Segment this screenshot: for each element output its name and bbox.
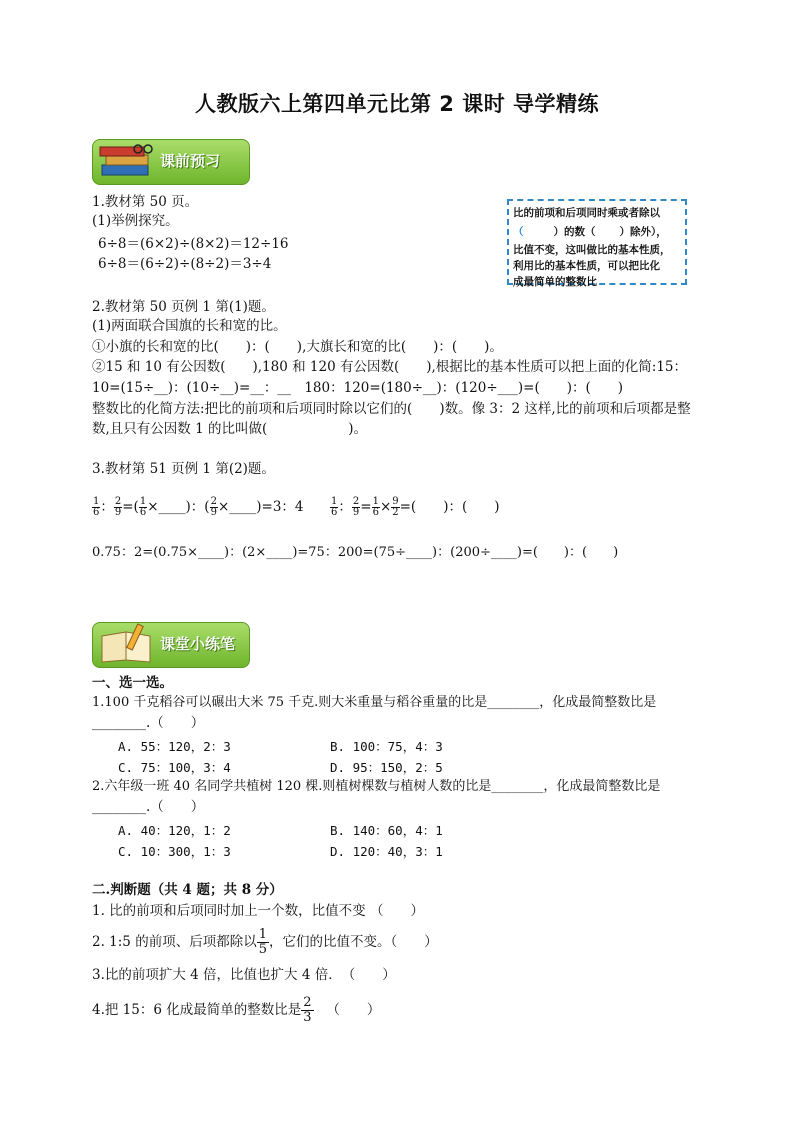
q3-fraction-line: $\frac{1}{6}$ ： $\frac{2}{9}$ = $\frac{1}{6}$ × $\frac{9}{2}$ =( )：( ): [331, 496, 500, 518]
q1-example: 6÷8＝(6×2)÷(8×2)＝12÷16: [98, 236, 289, 252]
notebook-pencil-icon: [96, 622, 160, 666]
q2-line: ②15 和 10 有公因数( ),180 和 120 有公因数( ),根据比的基本性质可以把上面的化简:15：: [92, 359, 688, 375]
banner-label: 课堂小练笔: [160, 635, 236, 653]
q2-line: 数,且只有公因数 1 的比叫做( )。: [92, 421, 367, 437]
fraction: $\frac{1}{6}$: [93, 496, 100, 518]
option: A. 40：120，1：2: [118, 823, 231, 838]
q2-line: 整数比的化简方法:把比的前项和后项同时除以它们的( )数。像 3：2 这样,比的前项和后项都是整: [92, 401, 691, 417]
judge-question: 2. 1:5 的前项、后项都除以 $\frac{1}{5}$ ，它们的比值不变。（ ）: [92, 927, 438, 957]
judge-question: 3.比的前项扩大 4 倍，比值也扩大 4 倍． （ ）: [92, 967, 396, 983]
fraction: $\frac{2}{9}$: [210, 496, 217, 518]
fraction: $\frac{1}{5}$: [258, 927, 267, 957]
fraction: $\frac{1}{6}$: [372, 496, 379, 518]
tip-line: 利用比的基本性质，可以把比化: [513, 260, 660, 272]
option: B. 100：75，4：3: [330, 739, 443, 754]
fraction: $\frac{1}{6}$: [139, 496, 147, 518]
preview-banner: [92, 139, 248, 183]
books-icon: [98, 141, 158, 181]
q1-heading: 1.教材第 50 页。: [92, 194, 199, 210]
fraction: $\frac{2}{9}$: [114, 496, 122, 518]
mc-question: 1.100 千克稻谷可以碾出大米 75 千克.则大米重量与稻谷重量的比是________，化成最简整数比是: [92, 695, 657, 710]
mc-question: ________.（ ）: [92, 799, 205, 815]
q3-decimal-line: 0.75：2=(0.75×____)：(2×____)=75：200=(75÷____)：(200÷____)=( )：( ): [92, 545, 619, 560]
option: D. 95：150，2：5: [330, 760, 443, 775]
option: B. 140：60，4：1: [330, 823, 443, 838]
practice-banner: [92, 622, 248, 666]
fraction: $\frac{2}{9}$: [352, 496, 360, 518]
q2-line: ①小旗的长和宽的比( )：( ),大旗长和宽的比( )：( )。: [92, 339, 503, 355]
mc-question: 2.六年级一班 40 名同学共植树 120 棵.则植树棵数与植树人数的比是________，化成最简整数比是: [92, 779, 661, 794]
fraction: $\frac{9}{2}$: [392, 496, 399, 518]
tip-line: 比的前项和后项同时乘或者除以: [513, 207, 660, 219]
section-judge: 二.判断题（共 4 题；共 8 分）: [92, 882, 283, 898]
q2-heading: 2.教材第 50 页例 1 第(1)题。: [92, 299, 275, 315]
tip-box: [507, 199, 687, 288]
option: A. 55：120，2：3: [118, 739, 231, 754]
mc-question: ________.（ ）: [92, 715, 205, 731]
option: D. 120：40，3：1: [330, 844, 443, 859]
q2-sub: (1)两面联合国旗的长和宽的比。: [92, 318, 287, 334]
fraction: $\frac{2}{3}$: [303, 995, 312, 1025]
tip-line: 比值不变，这叫做比的基本性质，: [513, 244, 671, 256]
page-title: 人教版六上第四单元比第 2 课时 导学精练: [194, 92, 600, 116]
judge-question: 1. 比的前项和后项同时加上一个数，比值不变 （ ）: [92, 903, 424, 919]
q1-example: 6÷8＝(6÷2)÷(8÷2)＝3÷4: [98, 256, 272, 272]
tip-line: （ ）的数（ ）除外），: [513, 226, 667, 238]
q2-line: 10=(15÷__)：(10÷__)=__：__ 180：120=(180÷__)：(120÷___)=( )：( ): [92, 380, 624, 396]
tip-line: 成最简单的整数比: [513, 276, 597, 288]
banner-label: 课前预习: [160, 152, 221, 170]
q3-fraction-line: $\frac{1}{6}$ ： $\frac{2}{9}$ =( $\frac{1}{6}$ ×____)：( $\frac{2}{9}$ ×____)=3：4: [93, 496, 304, 518]
q1-sub: (1)举例探究。: [92, 213, 179, 229]
fraction: $\frac{1}{6}$: [331, 496, 338, 518]
section-choose: 一、选一选。: [92, 675, 173, 691]
option: C. 10：300，1：3: [118, 844, 231, 859]
q3-heading: 3.教材第 51 页例 1 第(2)题。: [92, 461, 275, 477]
judge-question: 4.把 15：6 化成最简单的整数比是 $\frac{2}{3}$ （ ）: [92, 995, 381, 1025]
option: C. 75：100，3：4: [118, 760, 231, 775]
